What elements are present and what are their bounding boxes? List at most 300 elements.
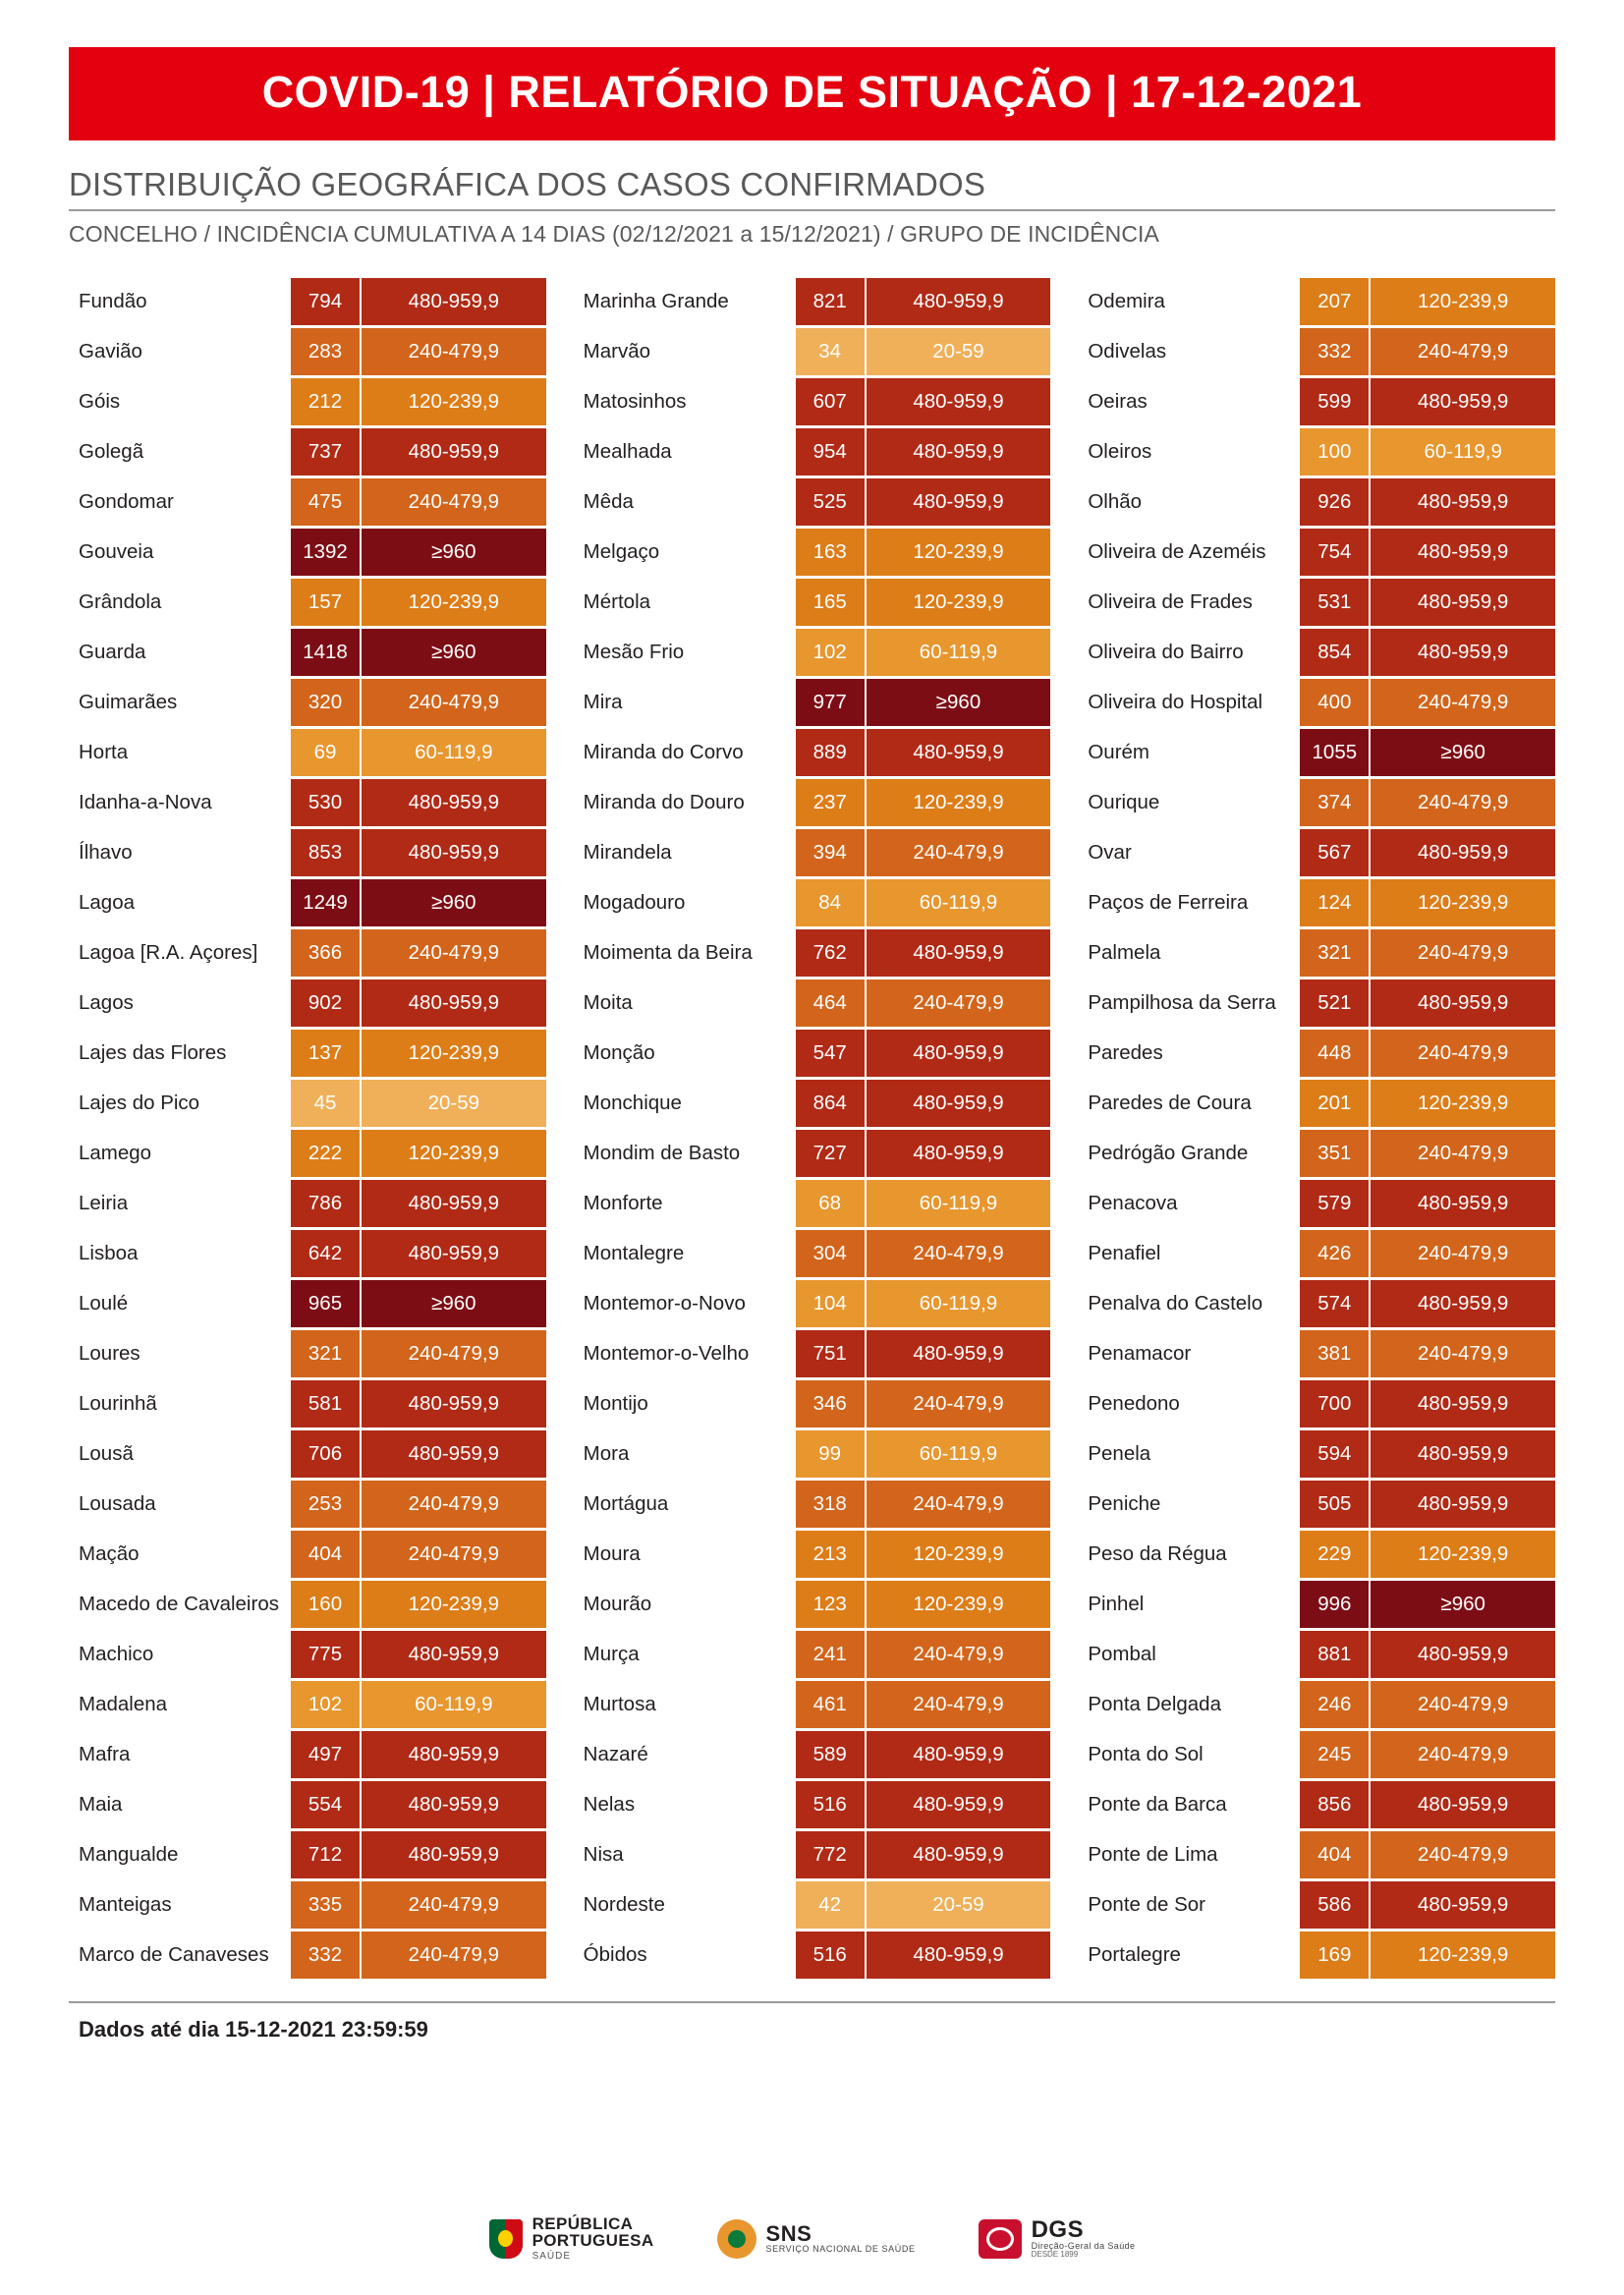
table-row — [574, 1130, 1051, 1177]
incidence-band: 480-959,9 — [1371, 1380, 1555, 1427]
table-row — [69, 1481, 546, 1528]
table-row — [1078, 278, 1555, 325]
incidence-band: ≥960 — [867, 679, 1051, 726]
incidence-band: 120-239,9 — [1371, 278, 1555, 325]
concelho-name: Pedrógão Grande — [1088, 1141, 1249, 1164]
table-row — [1078, 1030, 1555, 1077]
concelho-name: Lagos — [79, 990, 134, 1014]
sns-line2: SERVIÇO NACIONAL DE SAÚDE — [765, 2244, 916, 2254]
incidence-band: 480-959,9 — [867, 929, 1051, 977]
incidence-value: 426 — [1300, 1230, 1371, 1277]
incidence-value: 229 — [1300, 1531, 1371, 1578]
incidence-value: 854 — [1300, 629, 1371, 676]
incidence-band: 480-959,9 — [362, 1831, 546, 1878]
incidence-band: 60-119,9 — [362, 1681, 546, 1728]
table-row — [69, 1731, 546, 1778]
concelho-name: Loures — [79, 1341, 140, 1365]
table-row — [574, 1230, 1051, 1277]
table-row — [69, 1380, 546, 1427]
incidence-value: 163 — [796, 529, 867, 576]
concelho-name: Ovar — [1088, 840, 1132, 864]
incidence-band: 480-959,9 — [867, 278, 1051, 325]
table-row — [574, 1080, 1051, 1127]
incidence-value: 864 — [796, 1080, 867, 1127]
concelho-name: Moimenta da Beira — [583, 940, 753, 964]
incidence-value: 889 — [796, 729, 867, 776]
incidence-value: 246 — [1300, 1681, 1371, 1728]
concelho-name: Ponte da Barca — [1088, 1792, 1227, 1816]
incidence-band: 240-479,9 — [362, 1881, 546, 1929]
table-row — [69, 1030, 546, 1077]
concelho-name: Nisa — [583, 1842, 624, 1866]
footer-logos — [0, 2215, 1624, 2262]
incidence-band: 120-239,9 — [362, 378, 546, 425]
table-row — [69, 529, 546, 576]
incidence-band: 480-959,9 — [1371, 980, 1555, 1027]
incidence-value: 589 — [796, 1731, 867, 1778]
table-row — [1078, 1531, 1555, 1578]
incidence-band: ≥960 — [1371, 729, 1555, 776]
table-row — [1078, 679, 1555, 726]
concelho-name: Oliveira do Bairro — [1088, 640, 1244, 663]
incidence-band: 120-239,9 — [867, 779, 1051, 826]
concelho-name: Oleiros — [1088, 439, 1152, 463]
concelho-name: Penacova — [1088, 1191, 1178, 1214]
incidence-value: 581 — [291, 1380, 362, 1427]
concelho-name: Machico — [79, 1642, 154, 1665]
incidence-value: 525 — [796, 478, 867, 526]
table-row — [69, 1881, 546, 1929]
concelho-name: Ponte de Sor — [1088, 1892, 1206, 1916]
incidence-band: 120-239,9 — [1371, 1931, 1555, 1979]
incidence-band: 60-119,9 — [867, 1180, 1051, 1227]
incidence-value: 137 — [291, 1030, 362, 1077]
table-row — [1078, 729, 1555, 776]
incidence-band: 240-479,9 — [867, 1681, 1051, 1728]
incidence-value: 318 — [796, 1481, 867, 1528]
incidence-value: 497 — [291, 1731, 362, 1778]
incidence-band: 60-119,9 — [867, 629, 1051, 676]
incidence-value: 554 — [291, 1781, 362, 1828]
incidence-band: ≥960 — [362, 629, 546, 676]
incidence-band: 120-239,9 — [362, 1581, 546, 1628]
section-title: DISTRIBUIÇÃO GEOGRÁFICA DOS CASOS CONFIRMADOS — [69, 166, 1555, 211]
dgs-badge-icon — [979, 2219, 1022, 2259]
concelho-name: Mafra — [79, 1742, 131, 1765]
table-row — [1078, 328, 1555, 375]
concelho-name: Paços de Ferreira — [1088, 890, 1249, 914]
table-row — [574, 1781, 1051, 1828]
table-row — [1078, 1330, 1555, 1377]
concelho-name: Montijo — [583, 1391, 648, 1415]
incidence-band: 480-959,9 — [362, 428, 546, 476]
incidence-band: 480-959,9 — [362, 779, 546, 826]
incidence-band: 480-959,9 — [1371, 1430, 1555, 1478]
table-row — [69, 980, 546, 1027]
incidence-band: 240-479,9 — [1371, 1731, 1555, 1778]
concelho-name: Mértola — [583, 589, 651, 613]
concelho-name: Montemor-o-Novo — [583, 1291, 746, 1315]
incidence-band: 480-959,9 — [867, 378, 1051, 425]
table-row — [1078, 1430, 1555, 1478]
incidence-band: 480-959,9 — [867, 1831, 1051, 1878]
incidence-value: 335 — [291, 1881, 362, 1929]
table-row — [574, 428, 1051, 476]
republica-portuguesa-text — [532, 2215, 654, 2262]
incidence-value: 332 — [291, 1931, 362, 1979]
incidence-band: 480-959,9 — [1371, 1481, 1555, 1528]
incidence-band: 240-479,9 — [1371, 929, 1555, 977]
concelho-name: Oliveira de Azeméis — [1088, 539, 1266, 563]
incidence-value: 394 — [796, 829, 867, 876]
incidence-value: 516 — [796, 1931, 867, 1979]
incidence-value: 521 — [1300, 980, 1371, 1027]
incidence-band: 120-239,9 — [867, 579, 1051, 626]
incidence-value: 607 — [796, 378, 867, 425]
incidence-table-1 — [69, 275, 546, 1982]
incidence-band: 240-479,9 — [867, 1631, 1051, 1678]
dgs-text — [1032, 2218, 1136, 2259]
table-row — [69, 1581, 546, 1628]
incidence-value: 212 — [291, 378, 362, 425]
table-row — [69, 478, 546, 526]
incidence-band: 480-959,9 — [867, 1731, 1051, 1778]
incidence-value: 448 — [1300, 1030, 1371, 1077]
incidence-value: 881 — [1300, 1631, 1371, 1678]
incidence-band: 480-959,9 — [362, 1230, 546, 1277]
column-3 — [1078, 275, 1555, 1982]
incidence-band: 480-959,9 — [1371, 1280, 1555, 1327]
concelho-name: Lisboa — [79, 1241, 139, 1264]
incidence-value: 404 — [291, 1531, 362, 1578]
concelho-name: Pombal — [1088, 1642, 1156, 1665]
concelho-name: Moura — [583, 1541, 641, 1565]
table-row — [1078, 1230, 1555, 1277]
incidence-band: 240-479,9 — [1371, 1030, 1555, 1077]
table-row — [69, 1631, 546, 1678]
incidence-band: 480-959,9 — [362, 1180, 546, 1227]
table-row — [574, 1831, 1051, 1878]
rp-line3: SAÚDE — [532, 2251, 572, 2262]
incidence-band: 240-479,9 — [1371, 1330, 1555, 1377]
concelho-name: Mealhada — [583, 439, 672, 463]
table-row — [69, 428, 546, 476]
table-row — [574, 929, 1051, 977]
table-row — [574, 1581, 1051, 1628]
incidence-band: 60-119,9 — [362, 729, 546, 776]
concelho-name: Idanha-a-Nova — [79, 790, 212, 813]
table-row — [574, 779, 1051, 826]
incidence-value: 567 — [1300, 829, 1371, 876]
table-row — [69, 1080, 546, 1127]
incidence-value: 475 — [291, 478, 362, 526]
concelho-name: Montalegre — [583, 1241, 685, 1264]
incidence-value: 965 — [291, 1280, 362, 1327]
concelho-name: Ílhavo — [79, 840, 133, 864]
portuguese-shield-icon — [489, 2219, 523, 2259]
concelho-name: Mourão — [583, 1592, 652, 1615]
concelho-name: Peniche — [1088, 1491, 1161, 1515]
incidence-band: 240-479,9 — [1371, 328, 1555, 375]
table-row — [69, 1130, 546, 1177]
concelho-name: Lamego — [79, 1141, 152, 1164]
incidence-value: 794 — [291, 278, 362, 325]
incidence-value: 1055 — [1300, 729, 1371, 776]
incidence-value: 461 — [796, 1681, 867, 1728]
incidence-value: 366 — [291, 929, 362, 977]
incidence-value: 996 — [1300, 1581, 1371, 1628]
incidence-band: 20-59 — [867, 328, 1051, 375]
table-row — [574, 1731, 1051, 1778]
concelho-name: Mangualde — [79, 1842, 179, 1866]
footer-divider — [69, 2001, 1555, 2003]
incidence-band: 480-959,9 — [362, 1781, 546, 1828]
incidence-band: ≥960 — [362, 1280, 546, 1327]
incidence-value: 123 — [796, 1581, 867, 1628]
incidence-value: 853 — [291, 829, 362, 876]
incidence-band: 240-479,9 — [362, 1931, 546, 1979]
table-row — [574, 378, 1051, 425]
table-row — [69, 1681, 546, 1728]
table-row — [69, 1230, 546, 1277]
incidence-band: 480-959,9 — [867, 1030, 1051, 1077]
table-row — [574, 1030, 1051, 1077]
table-row — [69, 1931, 546, 1979]
incidence-value: 404 — [1300, 1831, 1371, 1878]
incidence-band: 60-119,9 — [867, 1280, 1051, 1327]
table-row — [69, 679, 546, 726]
concelho-name: Nazaré — [583, 1742, 648, 1765]
table-body-2 — [574, 278, 1051, 1979]
incidence-band: 120-239,9 — [1371, 879, 1555, 926]
incidence-value: 213 — [796, 1531, 867, 1578]
table-row — [69, 378, 546, 425]
concelho-name: Olhão — [1088, 489, 1143, 513]
incidence-value: 207 — [1300, 278, 1371, 325]
incidence-band: 480-959,9 — [1371, 1881, 1555, 1929]
incidence-value: 599 — [1300, 378, 1371, 425]
dgs-logo — [979, 2218, 1136, 2259]
table-row — [1078, 1781, 1555, 1828]
incidence-value: 547 — [796, 1030, 867, 1077]
table-row — [574, 729, 1051, 776]
concelho-name: Penela — [1088, 1441, 1151, 1465]
incidence-band: 240-479,9 — [867, 1380, 1051, 1427]
incidence-band: 20-59 — [362, 1080, 546, 1127]
republica-portuguesa-logo — [489, 2215, 654, 2262]
incidence-value: 1249 — [291, 879, 362, 926]
incidence-value: 102 — [796, 629, 867, 676]
table-row — [574, 278, 1051, 325]
incidence-value: 42 — [796, 1881, 867, 1929]
incidence-band: 240-479,9 — [867, 829, 1051, 876]
concelho-name: Mêda — [583, 489, 634, 513]
concelho-name: Mogadouro — [583, 890, 686, 914]
table-row — [574, 478, 1051, 526]
table-row — [574, 328, 1051, 375]
table-row — [574, 1180, 1051, 1227]
concelho-name: Mação — [79, 1541, 140, 1565]
incidence-value: 700 — [1300, 1380, 1371, 1427]
concelho-name: Portalegre — [1088, 1942, 1181, 1966]
incidence-value: 320 — [291, 679, 362, 726]
incidence-table-3 — [1078, 275, 1555, 1982]
section-header — [69, 166, 1555, 248]
concelho-name: Manteigas — [79, 1892, 172, 1916]
table-body-1 — [69, 278, 546, 1979]
incidence-value: 160 — [291, 1581, 362, 1628]
page-title: COVID-19 | RELATÓRIO DE SITUAÇÃO | 17-12-2021 — [261, 67, 1363, 117]
incidence-band: 240-479,9 — [362, 1481, 546, 1528]
incidence-value: 102 — [291, 1681, 362, 1728]
concelho-name: Monção — [583, 1040, 655, 1064]
table-row — [69, 1280, 546, 1327]
incidence-band: 240-479,9 — [362, 679, 546, 726]
incidence-value: 34 — [796, 328, 867, 375]
table-row — [574, 879, 1051, 926]
concelho-name: Góis — [79, 389, 121, 413]
incidence-value: 642 — [291, 1230, 362, 1277]
table-row — [574, 679, 1051, 726]
table-row — [574, 1531, 1051, 1578]
data-note: Dados até dia 15-12-2021 23:59:59 — [79, 2017, 428, 2043]
concelho-name: Penamacor — [1088, 1341, 1192, 1365]
table-row — [1078, 1581, 1555, 1628]
concelho-name: Maia — [79, 1792, 123, 1816]
incidence-band: 120-239,9 — [867, 529, 1051, 576]
incidence-value: 786 — [291, 1180, 362, 1227]
incidence-value: 1418 — [291, 629, 362, 676]
incidence-band: 60-119,9 — [867, 1430, 1051, 1478]
incidence-band: 480-959,9 — [362, 829, 546, 876]
table-row — [69, 779, 546, 826]
concelho-name: Grândola — [79, 589, 162, 613]
concelho-name: Guimarães — [79, 690, 178, 713]
incidence-value: 856 — [1300, 1781, 1371, 1828]
incidence-band: 480-959,9 — [362, 1430, 546, 1478]
table-row — [574, 529, 1051, 576]
table-row — [574, 1430, 1051, 1478]
incidence-band: 240-479,9 — [1371, 1831, 1555, 1878]
incidence-band: 240-479,9 — [1371, 1230, 1555, 1277]
concelho-name: Guarda — [79, 640, 146, 663]
incidence-value: 772 — [796, 1831, 867, 1878]
incidence-value: 237 — [796, 779, 867, 826]
concelho-name: Gondomar — [79, 489, 174, 513]
incidence-value: 531 — [1300, 579, 1371, 626]
incidence-band: 60-119,9 — [867, 879, 1051, 926]
incidence-value: 157 — [291, 579, 362, 626]
incidence-value: 516 — [796, 1781, 867, 1828]
incidence-value: 351 — [1300, 1130, 1371, 1177]
incidence-band: 120-239,9 — [362, 1030, 546, 1077]
dgs-year: DESDE 1899 — [1031, 2250, 1079, 2259]
incidence-value: 381 — [1300, 1330, 1371, 1377]
concelho-name: Oliveira de Frades — [1088, 589, 1253, 613]
incidence-band: 240-479,9 — [362, 1330, 546, 1377]
incidence-value: 321 — [291, 1330, 362, 1377]
incidence-band: 480-959,9 — [362, 278, 546, 325]
incidence-band: 480-959,9 — [867, 1931, 1051, 1979]
incidence-band: 480-959,9 — [867, 729, 1051, 776]
concelho-name: Oeiras — [1088, 389, 1148, 413]
concelho-name: Ponta Delgada — [1088, 1692, 1221, 1715]
concelho-name: Macedo de Cavaleiros — [79, 1592, 279, 1615]
concelho-name: Penedono — [1088, 1391, 1180, 1415]
table-row — [1078, 1280, 1555, 1327]
incidence-band: 480-959,9 — [1371, 529, 1555, 576]
incidence-band: 480-959,9 — [362, 1731, 546, 1778]
incidence-value: 374 — [1300, 779, 1371, 826]
incidence-band: 240-479,9 — [867, 1481, 1051, 1528]
table-row — [69, 1330, 546, 1377]
table-row — [574, 1481, 1051, 1528]
incidence-band: 120-239,9 — [1371, 1531, 1555, 1578]
section-subtitle: CONCELHO / INCIDÊNCIA CUMULATIVA A 14 DIAS (02/12/2021 a 15/12/2021) / GRUPO DE INCIDÊNCIA — [69, 221, 1159, 248]
incidence-value: 222 — [291, 1130, 362, 1177]
incidence-value: 574 — [1300, 1280, 1371, 1327]
table-row — [1078, 1831, 1555, 1878]
incidence-band: 480-959,9 — [1371, 579, 1555, 626]
incidence-band: 480-959,9 — [362, 1380, 546, 1427]
incidence-value: 169 — [1300, 1931, 1371, 1979]
incidence-band: 480-959,9 — [1371, 378, 1555, 425]
table-row — [1078, 929, 1555, 977]
concelho-name: Penafiel — [1088, 1241, 1161, 1264]
incidence-band: 20-59 — [867, 1881, 1051, 1929]
concelho-name: Lajes das Flores — [79, 1040, 227, 1064]
incidence-value: 926 — [1300, 478, 1371, 526]
sns-circle-icon — [717, 2219, 756, 2259]
table-row — [1078, 1681, 1555, 1728]
concelho-name: Murça — [583, 1642, 640, 1665]
concelho-name: Lagoa [R.A. Açores] — [79, 940, 258, 964]
table-row — [1078, 829, 1555, 876]
table-row — [1078, 529, 1555, 576]
incidence-band: 480-959,9 — [1371, 1781, 1555, 1828]
rp-line1: REPÚBLICA — [532, 2214, 634, 2233]
concelho-name: Horta — [79, 740, 129, 763]
table-row — [1078, 980, 1555, 1027]
incidence-value: 100 — [1300, 428, 1371, 476]
incidence-band: ≥960 — [362, 879, 546, 926]
concelho-name: Marvão — [583, 339, 651, 363]
table-row — [69, 879, 546, 926]
concelho-name: Paredes — [1088, 1040, 1163, 1064]
incidence-value: 712 — [291, 1831, 362, 1878]
incidence-band: 480-959,9 — [1371, 478, 1555, 526]
column-2 — [574, 275, 1051, 1982]
sns-line1: SNS — [765, 2221, 812, 2246]
incidence-value: 762 — [796, 929, 867, 977]
incidence-value: 727 — [796, 1130, 867, 1177]
concelho-name: Lourinhã — [79, 1391, 157, 1415]
concelho-name: Lousada — [79, 1491, 156, 1515]
incidence-band: 480-959,9 — [1371, 1631, 1555, 1678]
incidence-value: 594 — [1300, 1430, 1371, 1478]
incidence-band: ≥960 — [362, 529, 546, 576]
table-row — [1078, 779, 1555, 826]
incidence-value: 321 — [1300, 929, 1371, 977]
concelho-name: Palmela — [1088, 940, 1161, 964]
table-row — [69, 579, 546, 626]
concelho-name: Loulé — [79, 1291, 129, 1315]
incidence-value: 775 — [291, 1631, 362, 1678]
table-row — [69, 1831, 546, 1878]
concelho-name: Miranda do Douro — [583, 790, 745, 813]
concelho-name: Montemor-o-Velho — [583, 1341, 750, 1365]
table-row — [574, 1631, 1051, 1678]
